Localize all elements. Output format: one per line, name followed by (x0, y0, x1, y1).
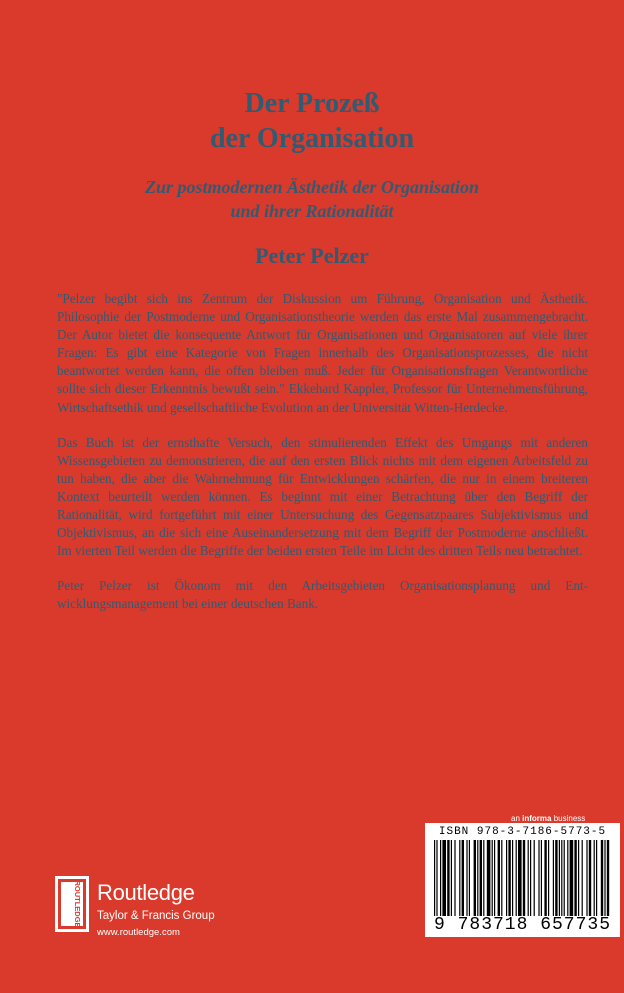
subtitle-line-2: und ihrer Rationalität (230, 201, 394, 221)
isbn-label: ISBN 978-3-7186-5773-5 (438, 826, 607, 838)
routledge-logo-icon (55, 876, 89, 932)
logo-vertical-text: ROUTLEDGE (73, 880, 82, 928)
publisher-url: www.routledge.com (97, 927, 180, 938)
author-bio: Peter Pelzer ist Ökonom mit den Arbeitsgebieten Organisationsplanung und Ent-wicklungsmanagement bei einer deutschen Bank. (57, 578, 588, 612)
barcode-bars (432, 840, 613, 918)
book-title (0, 86, 624, 156)
subtitle-line-1: Zur postmodernen Ästhetik der Organisation (144, 177, 480, 197)
barcode-digits: 9 783718 657735 (433, 915, 612, 935)
endorsement-quote: "Pelzer begibt sich ins Zentrum der Diskussion um Führung, Organisation und Ästhetik. Philosophie der Postmoderne und Organisationstheorie werden das erste Mal zusammengebracht. Der Autor bietet die konsequente Antwort für Organisationen und Organisatoren auf viele ihrer Fragen: Es gibt eine Kategorie von Fragen innerhalb des Organisationsprozesses, die nicht beantwortet werden kann, die offen bleiben muß. Jeder für Organisationsfragen Verantwortliche sollte sich dieser Erkenntnis bewußt sein." Ekkehard Kappler, Professor für Unternehmensführung, Wirtschaftsethik und gesellschaftliche Evolution an der Universität Witten-Herdecke. (57, 291, 588, 415)
author-name: Peter Pelzer (255, 243, 369, 268)
title-line-1: Der Prozeß (244, 88, 380, 119)
book-subtitle (0, 175, 624, 223)
publisher-name: Routledge (97, 880, 195, 905)
publisher-group: Taylor & Francis Group (97, 910, 215, 922)
title-line-2: der Organisation (209, 123, 415, 154)
isbn-barcode (425, 823, 620, 937)
informa-brand: informa (522, 814, 552, 823)
informa-business-tag (511, 814, 585, 823)
blurb (57, 290, 588, 631)
book-description: Das Buch ist der ernsthafte Versuch, den stimulierenden Effekt des Umgangs mit anderen Wissensgebieten zu demonstrieren, die auf den ersten Blick nichts mit dem eigenen Arbeitsfeld zu tun haben, die aber die Wahrnehmung für Entwicklungen schärfen, die nur in einem breiteren Kontext beurteilt werden können. Es beginnt mit einer Betrachtung über den Begriff der Rationalität, wird fortgeführt mit einer Untersuchung des Gegensatzpaares Subjektivismus und Objektivismus, an die sich eine Auseinandersetzung mit dem Begriff der Postmoderne anschließt. Im vierten Teil werden die Begriffe der beiden ersten Teile im Licht des dritten Teils neu betrachtet. (57, 434, 588, 559)
informa-suffix: business (553, 814, 586, 823)
informa-prefix: an (511, 814, 520, 823)
